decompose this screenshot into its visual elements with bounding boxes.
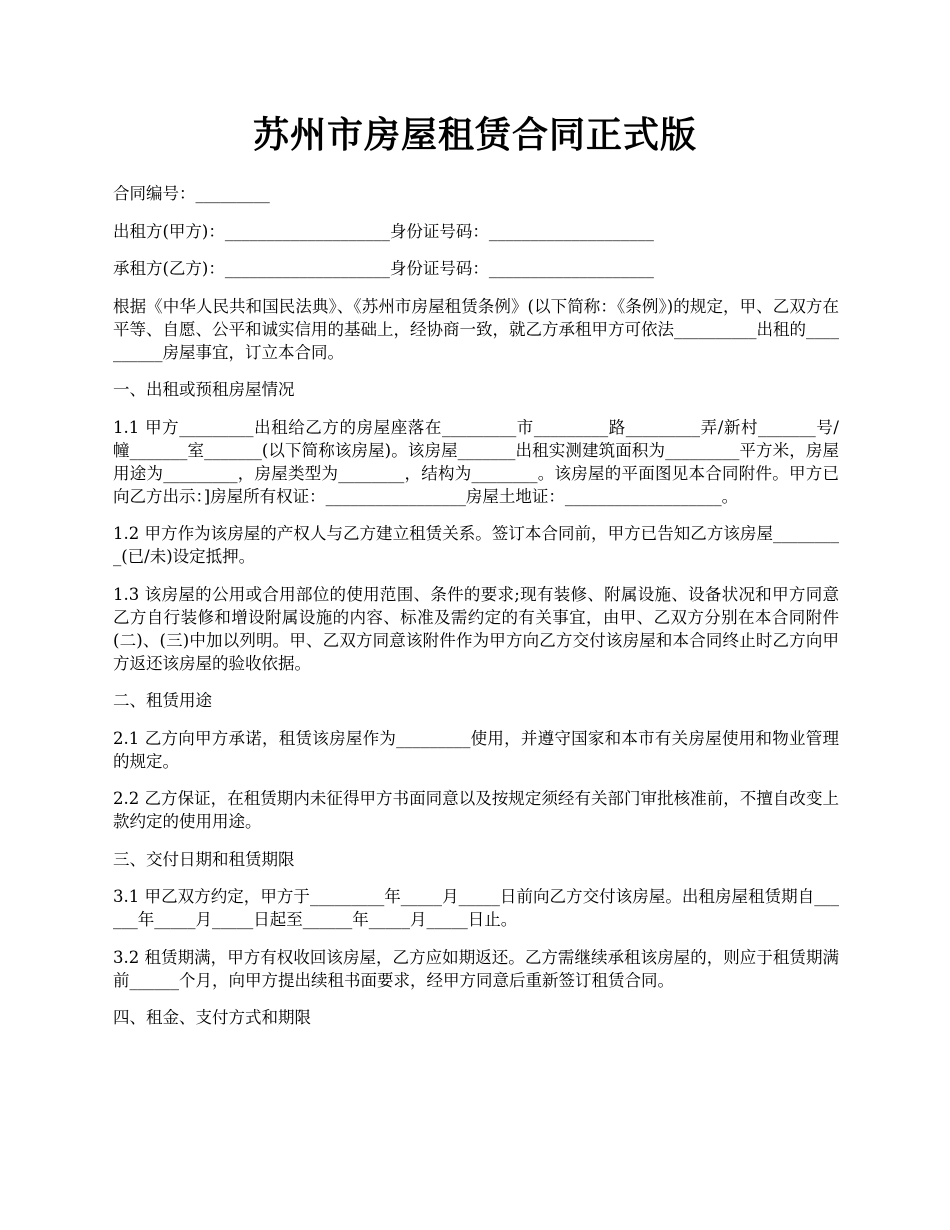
- section-heading-2: 二、租赁用途: [113, 691, 212, 710]
- section-heading-4: 四、租金、支付方式和期限: [113, 1008, 311, 1027]
- clause-1-2: 1.2 甲方作为该房屋的产权人与乙方建立租赁关系。签订本合同前，甲方已告知乙方该房屋_________(已/未)设定抵押。: [113, 524, 839, 566]
- document-title: 苏州市房屋租赁合同正式版: [252, 114, 697, 156]
- clause-1-3: 1.3 该房屋的公用或合用部位的使用范围、条件的要求;现有装修、附属设施、设备状况和甲方同意乙方自行装修和增设附属设施的内容、标准及需约定的有关事宜，由甲、乙双方分别在本合同附件(二)、(三)中加以列明。甲、乙双方同意该附件作为甲方向乙方交付该房屋和本合同终止时乙方向甲方返还该房屋的验收依据。: [113, 584, 839, 673]
- clause-3-2: 3.2 租赁期满，甲方有权收回该房屋，乙方应如期返还。乙方需继续承租该房屋的，则应于租赁期满前______个月，向甲方提出续租书面要求，经甲方同意后重新签订租赁合同。: [113, 947, 839, 990]
- section-heading-3: 三、交付日期和租赁期限: [113, 849, 295, 869]
- clause-1-1: 1.1 甲方_________出租给乙方的房屋座落在_________市_________路_________弄/新村_______号/幢_______室_______(以下简称该房屋)。该房屋_______出租实测建筑面积为_________平方米，房屋用途为_________，房屋类型为________，结构为________。该房屋的平面图见本合同附件。甲方已向乙方出示：]房屋所有权证：_________________房屋土地证：___________________。: [113, 417, 839, 506]
- contract-number-line: 合同编号：_________: [113, 184, 270, 203]
- preamble-paragraph: 根据《中华人民共和国民法典》、《苏州市房屋租赁条例》(以下简称：《条例》)的规定，甲、乙双方在平等、自愿、公平和诚实信用的基础上，经协商一致，就乙方承租甲方可依法__________出租的__________房屋事宜，订立本合同。: [113, 296, 839, 362]
- clause-2-1: 2.1 乙方向甲方承诺，租赁该房屋作为_________使用，并遵守国家和本市有关房屋使用和物业管理的规定。: [113, 728, 839, 771]
- lessor-line: 出租方(甲方)：____________________身份证号码：____________________: [113, 221, 654, 241]
- clause-3-1: 3.1 甲乙双方约定，甲方于_________年_____月_____日前向乙方交付该房屋。出租房屋租赁期自______年_____月_____日起至______年_____月_____日止。: [113, 887, 839, 929]
- clause-2-2: 2.2 乙方保证，在租赁期内未征得甲方书面同意以及按规定须经有关部门审批核准前，不擅自改变上款约定的使用用途。: [113, 789, 839, 831]
- document-body: [113, 182, 839, 1044]
- lessee-line: 承租方(乙方)：____________________身份证号码：____________________: [113, 259, 654, 278]
- section-heading-1: 一、出租或预租房屋情况: [113, 380, 295, 399]
